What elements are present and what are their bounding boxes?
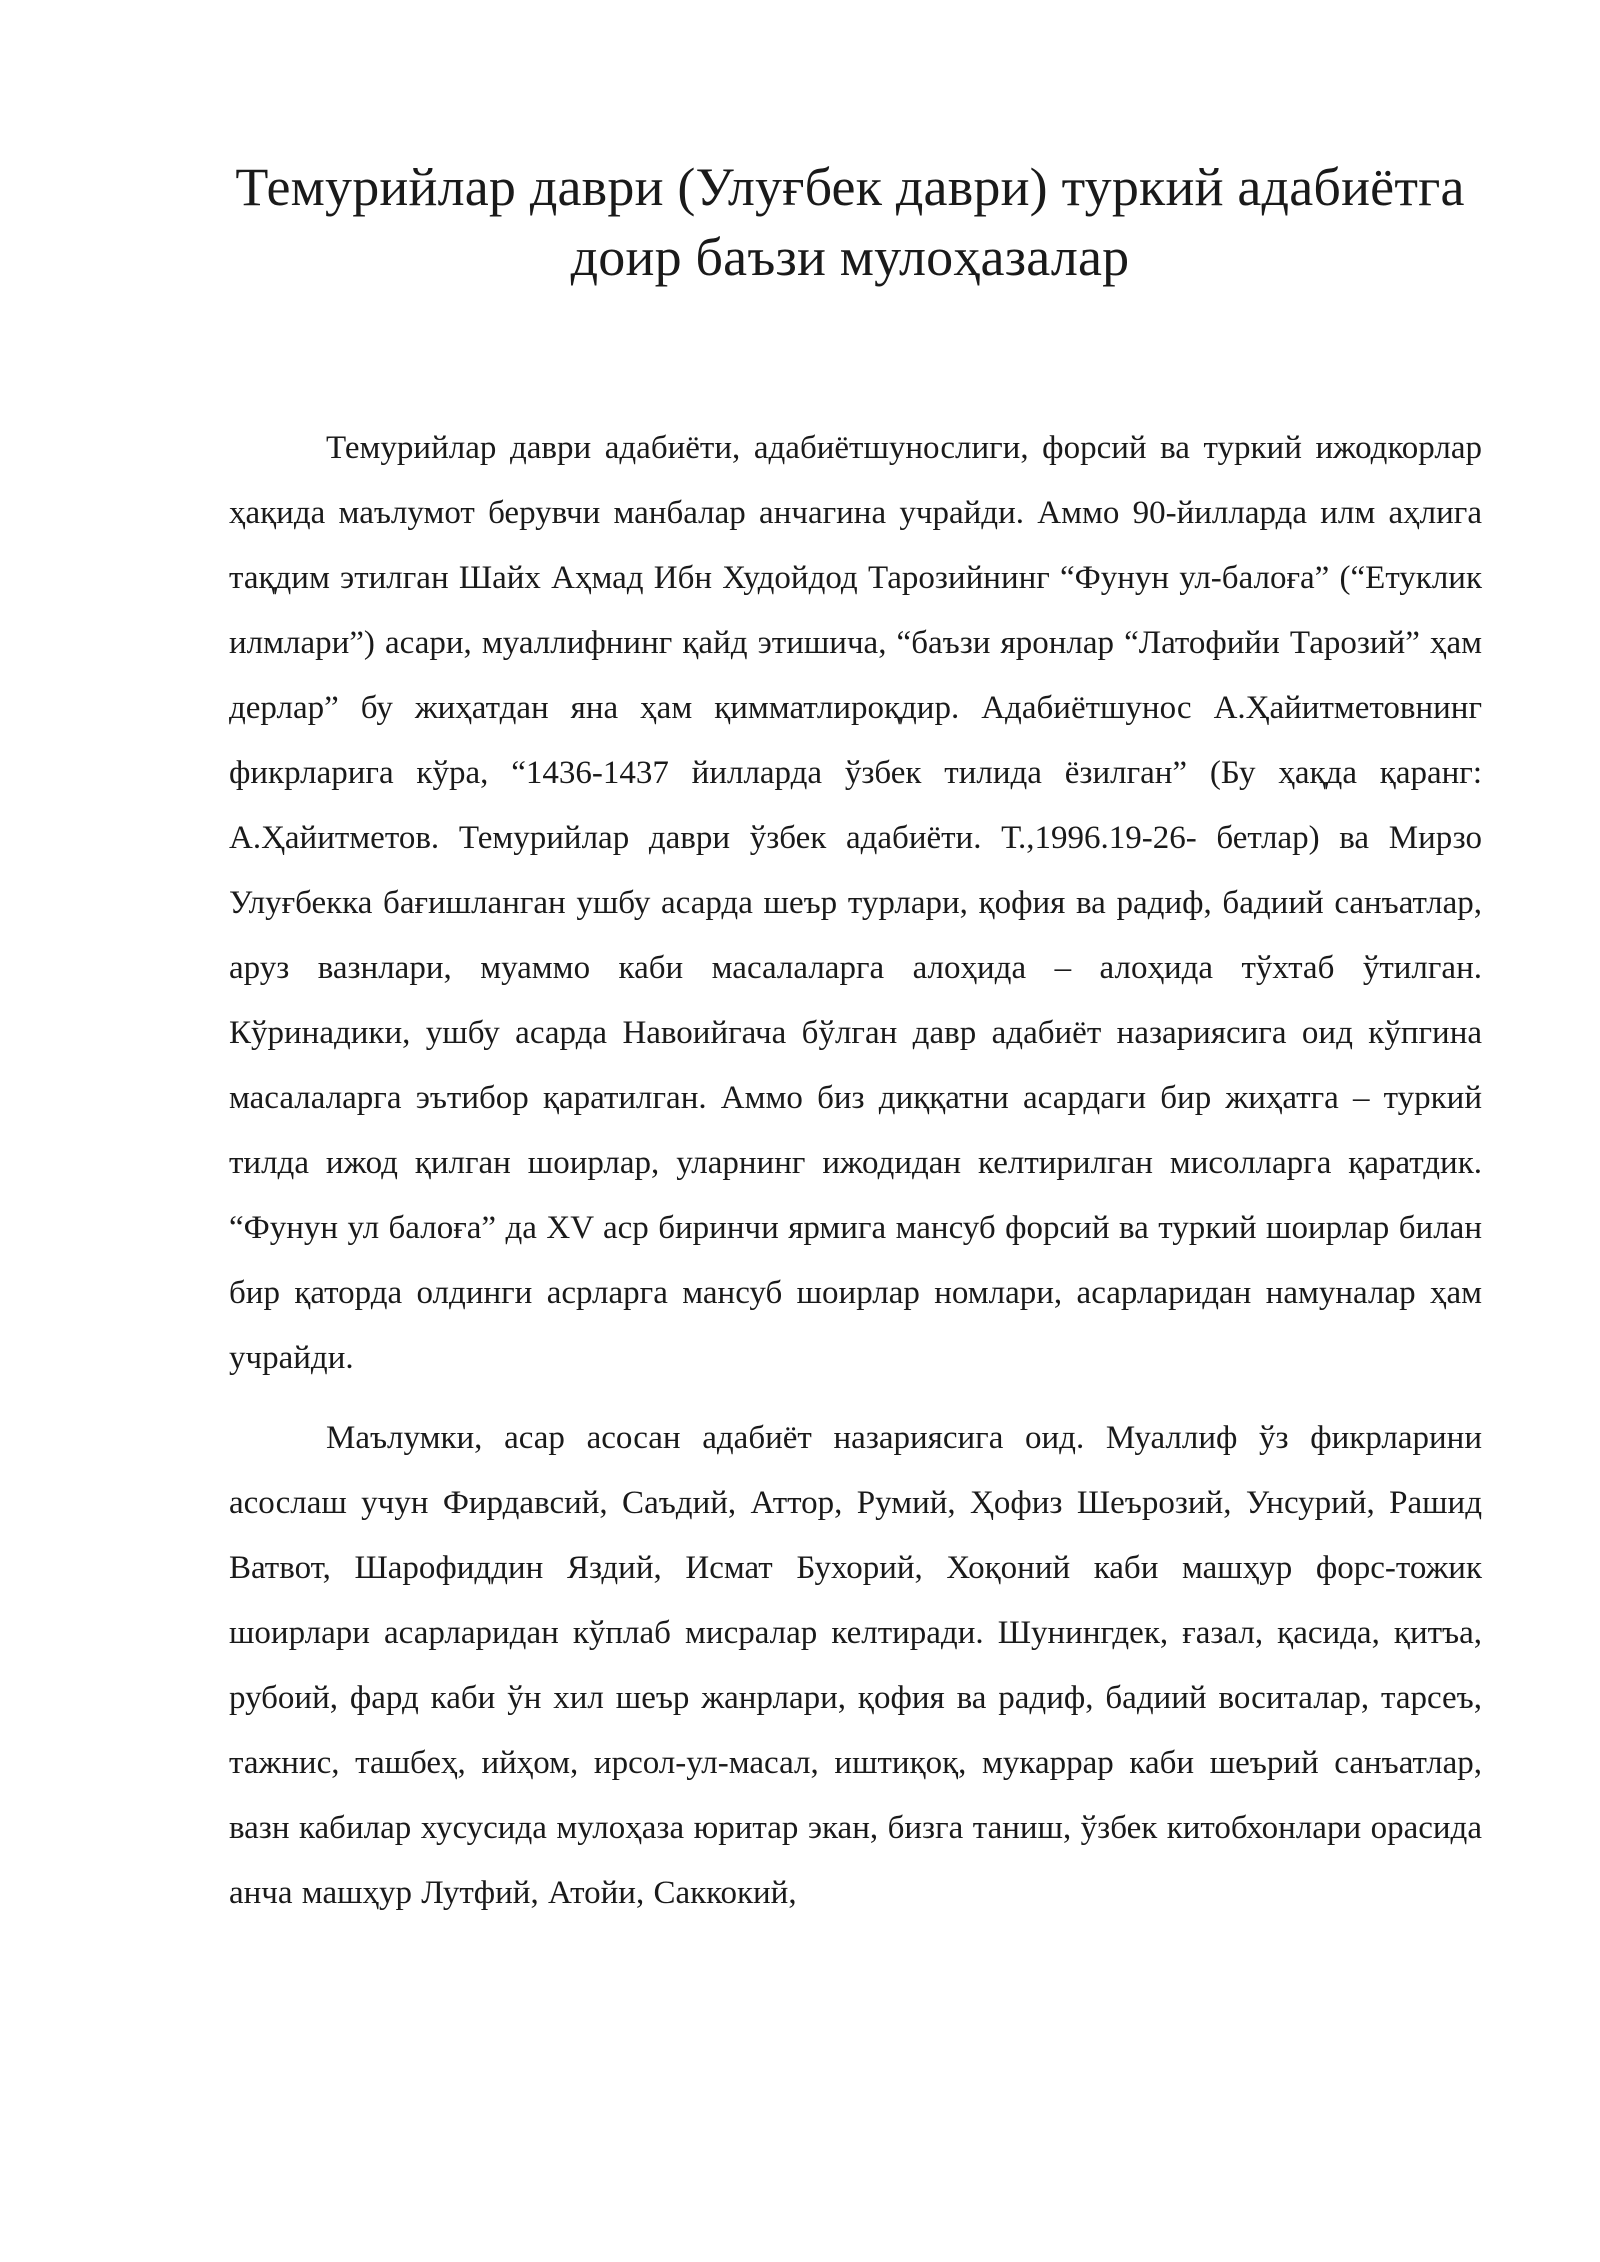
paragraph-2: Маълумки, асар асосан адабиёт назариясига оид. Муаллиф ўз фикрларини асослаш учун Фирдавсий, Саъдий, Аттор, Румий, Ҳофиз Шеърозий, Унсурий, Рашид Ватвот, Шарофиддин Яздий, Исмат Бухорий, Хоқоний каби машҳур форс-тожик шоирлари асарларидан кўплаб мисралар келтиради. Шунингдек, ғазал, қасида, қитъа, рубоий, фард каби ўн хил шеър жанрлари, қофия ва радиф, бадиий воситалар, тарсеъ, тажнис, ташбеҳ, ийҳом, ирсол-ул-масал, иштиқоқ, мукаррар каби шеърий санъатлар, вазн кабилар хусусида мулоҳаза юритар экан, бизга таниш, ўзбек китобхонлари орасида анча машҳур Лутфий, Атойи, Саккокий, — [229, 1420, 1482, 1911]
document-body — [229, 416, 1482, 1941]
paragraph-1: Темурийлар даври адабиёти, адабиётшунослиги, форсий ва туркий ижодкорлар ҳақида маълумот берувчи манбалар анчагина учрайди. Аммо 90-йилларда илм аҳлига тақдим этилган Шайх Аҳмад Ибн Худойдод Тарозийнинг “Фунун ул-балоға” (“Етуклик илмлари”) асари, муаллифнинг қайд этишича, “баъзи яронлар “Латофийи Тарозий” ҳам дерлар” бу жиҳатдан яна ҳам қимматлироқдир. Адабиётшунос А.Ҳайитметовнинг фикрларига кўра, “1436-1437 йилларда ўзбек тилида ёзилган” (Бу ҳақда қаранг: А.Ҳайитметов. Темурийлар даври ўзбек адабиёти. Т.,1996.19-26- бетлар) ва Мирзо Улуғбекка бағишланган ушбу асарда шеър турлари, қофия ва радиф, бадиий санъатлар, аруз вазнлари, муаммо каби масалаларга алоҳида – алоҳида тўхтаб ўтилган. Кўринадики, ушбу асарда Навоийгача бўлган давр адабиёт назариясига оид кўпгина масалаларга эътибор қаратилган. Аммо биз диққатни асардаги бир жиҳатга – туркий тилда ижод қилган шоирлар, уларнинг ижодидан келтирилган мисолларга қаратдик. “Фунун ул балоға” да XV аср биринчи ярмига мансуб форсий ва туркий шоирлар билан бир қаторда олдинги асрларга мансуб шоирлар номлари, асарларидан намуналар ҳам учрайди. — [229, 430, 1482, 1376]
document-title: Темурийлар даври (Улуғбек даври) туркий адабиётга доир баъзи мулоҳазалар — [235, 157, 1465, 287]
